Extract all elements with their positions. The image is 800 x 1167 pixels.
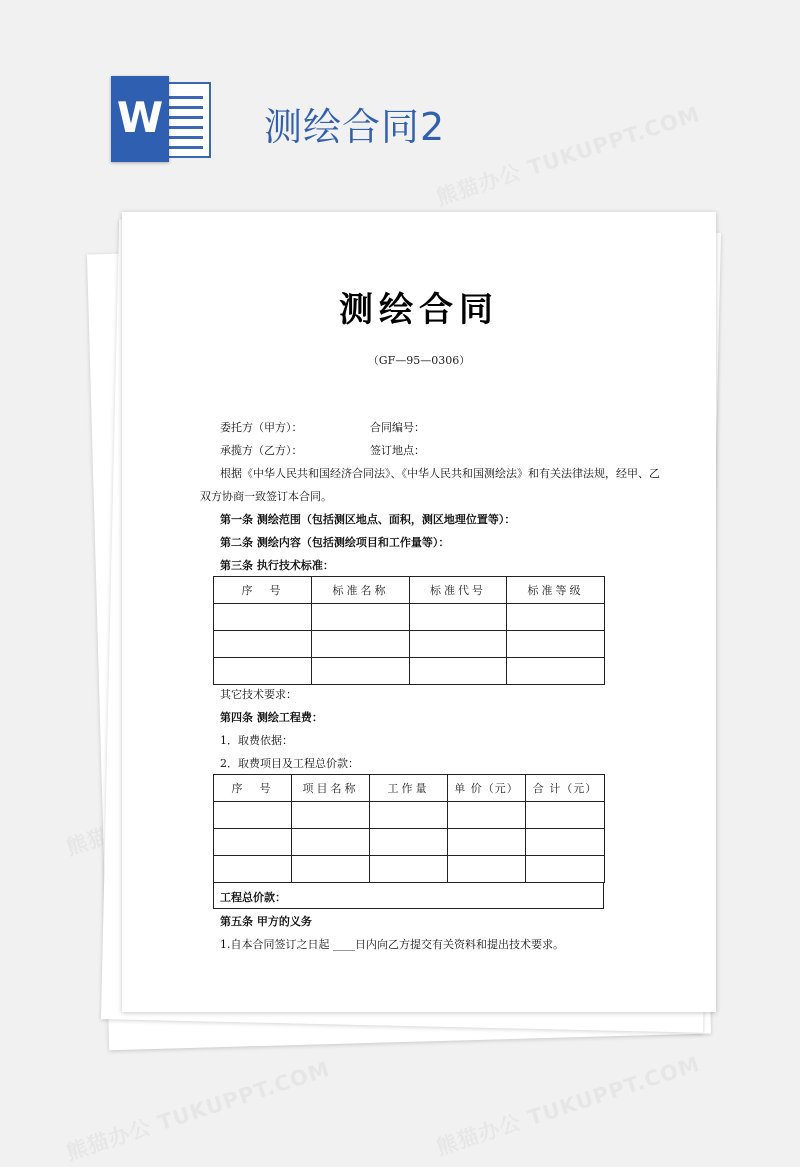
document-code: （GF—95—0306） xyxy=(367,354,471,367)
table-header-row xyxy=(214,775,605,802)
table-row xyxy=(214,658,605,685)
contract-no-label: 合同编号： xyxy=(370,421,425,434)
header-subtotal: 合 计（元） xyxy=(526,775,605,802)
header-workload: 工作量 xyxy=(370,775,448,802)
fee-table xyxy=(213,774,605,883)
total-price-row: 工程总价款： xyxy=(213,882,604,909)
preamble-line-2: 双方协商一致签订本合同。 xyxy=(200,490,332,503)
article-2: 第二条 测绘内容（包括测绘项目和工作量等）： xyxy=(220,536,450,549)
word-tile xyxy=(111,76,169,162)
page-title: 测绘合同2 xyxy=(264,105,446,149)
article-5: 第五条 甲方的义务 xyxy=(220,915,312,928)
table-row xyxy=(214,604,605,631)
duty-1: 1.自本合同签订之日起 ____日内向乙方提交有关资料和提出技术要求。 xyxy=(220,938,564,951)
watermark-text xyxy=(432,1048,703,1162)
party-a-label: 委托方（甲方）： xyxy=(220,421,303,434)
fee-basis: 1．取费依据： xyxy=(220,734,293,747)
header-unit-price: 单 价（元） xyxy=(448,775,526,802)
watermark-text xyxy=(432,98,703,212)
document-title: 测绘合同 xyxy=(339,290,499,330)
table-row xyxy=(214,802,605,829)
header-seq: 序 号 xyxy=(214,577,312,604)
header-item-name: 项目名称 xyxy=(292,775,370,802)
table-row xyxy=(214,856,605,883)
article-4: 第四条 测绘工程费： xyxy=(220,711,323,724)
party-b-label: 承揽方（乙方）： xyxy=(220,444,303,457)
document-page xyxy=(122,212,716,1012)
header-seq: 序 号 xyxy=(214,775,292,802)
table-row xyxy=(214,631,605,658)
other-requirements: 其它技术要求： xyxy=(220,688,297,701)
word-document-icon xyxy=(111,76,213,162)
table-header-row xyxy=(214,577,605,604)
article-1: 第一条 测绘范围（包括测区地点、面积，测区地理位置等）： xyxy=(220,513,516,526)
sign-place-label: 签订地点： xyxy=(370,444,425,457)
standards-table xyxy=(213,576,605,685)
word-letter: W xyxy=(116,93,164,142)
header-standard-level: 标准等级 xyxy=(507,577,605,604)
watermark-text xyxy=(62,1053,333,1167)
fee-items: 2．取费项目及工程总价款： xyxy=(220,757,359,770)
article-3: 第三条 执行技术标准： xyxy=(220,559,334,572)
header-standard-code: 标准代号 xyxy=(410,577,507,604)
table-row xyxy=(214,829,605,856)
header-standard-name: 标准名称 xyxy=(312,577,410,604)
preamble-line-1: 根据《中华人民共和国经济合同法》、《中华人民共和国测绘法》和有关法律法规，经甲、乙 xyxy=(220,467,660,480)
